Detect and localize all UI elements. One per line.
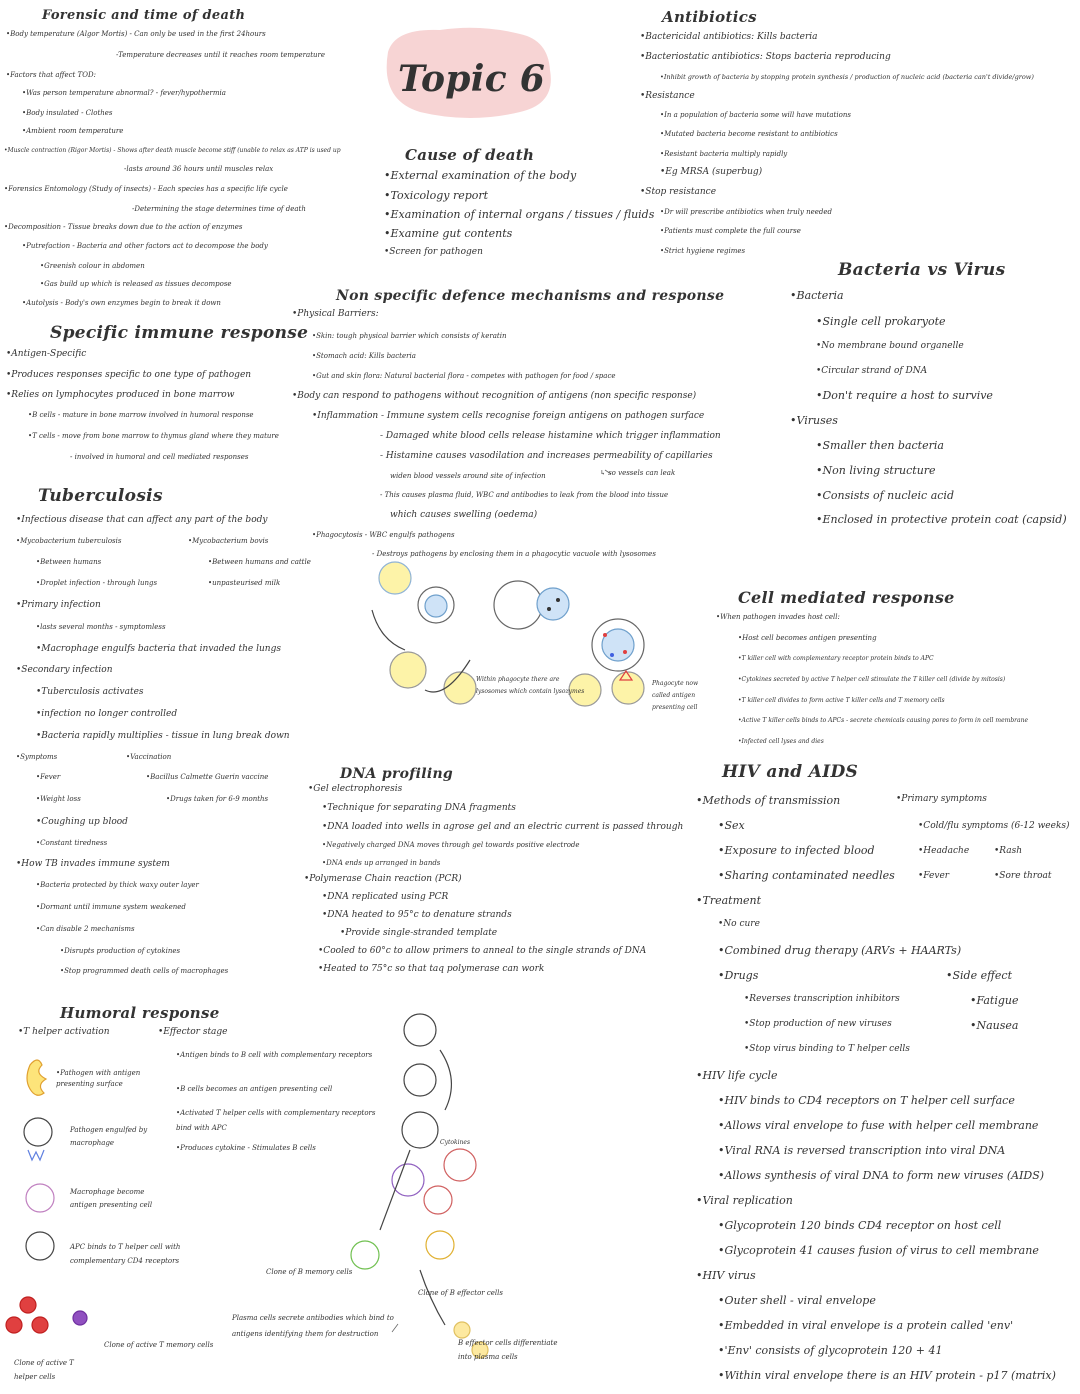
nonspecific-line: - Damaged white blood cells release histamine which trigger inflammation	[380, 431, 721, 441]
hiv-line: •Allows synthesis of viral DNA to form new viruses (AIDS)	[718, 1169, 1045, 1182]
specific-line: •Produces responses specific to one type of pathogen	[6, 370, 252, 380]
hiv-line: •Embedded in viral envelope is a protein called 'env'	[718, 1319, 1014, 1332]
hiv-line: •HIV life cycle	[696, 1069, 778, 1082]
bv-line: •Circular strand of DNA	[816, 366, 928, 376]
page-title: Topic 6	[398, 58, 546, 100]
nonspecific-line: - Destroys pathogens by enclosing them in a phagocytic vacuole with lysosomes	[372, 550, 656, 558]
hiv-line: •HIV binds to CD4 receptors on T helper cell surface	[718, 1094, 1015, 1107]
dna-line: •Negatively charged DNA moves through gel towards positive electrode	[322, 841, 580, 849]
humoral-line: Pathogen engulfed by macrophage	[70, 1126, 148, 1147]
hiv-line: •Primary symptoms	[896, 794, 987, 804]
hiv-line: •Sharing contaminated needles	[718, 869, 895, 882]
dna-line: •Polymerase Chain reaction (PCR)	[304, 874, 462, 884]
tb-line: •unpasteurised milk	[208, 579, 281, 587]
hiv-line: •Headache	[918, 846, 970, 856]
cellmed-line: •Active T killer cells binds to APCs - secrete chemicals causing pores to form in cell membrane	[738, 717, 1029, 724]
phagocyte-cell-6	[444, 672, 476, 704]
hiv-line: •Nausea	[970, 1019, 1019, 1032]
hiv-line: •Treatment	[696, 894, 762, 907]
digested-pathogen	[602, 629, 634, 661]
tb-line: •Weight loss	[36, 795, 81, 803]
cause-line: •Screen for pathogen	[384, 247, 483, 257]
bv-line: •Non living structure	[816, 464, 936, 477]
nonspecific-line: •Physical Barriers:	[292, 309, 379, 319]
nonspecific-line: Within phagocyte there are lysosomes which contain lysozymes	[476, 676, 585, 695]
antibiotics-heading: Antibiotics	[662, 8, 757, 26]
tb-line: •Bacteria protected by thick waxy outer layer	[36, 881, 199, 889]
nonspecific-line: ↳ so vessels can leak	[600, 469, 676, 477]
forensic-line: •Decomposition - Tissue breaks down due to the action of enzymes	[4, 223, 243, 231]
tb-line: •Bacteria rapidly multiplies - tissue in lung break down	[36, 731, 290, 741]
antibiotics-line: •Resistance	[640, 91, 695, 101]
forensic-line: •Forensics Entomology (Study of insects) - Each species has a specific life cycle	[4, 185, 288, 193]
hiv-line: •Outer shell - viral envelope	[718, 1294, 876, 1307]
specific-line: •Antigen-Specific	[6, 349, 87, 359]
hiv-line: •Sex	[718, 819, 745, 832]
hiv-line: •Rash	[994, 846, 1023, 856]
hiv-line: •Glycoprotein 41 causes fusion of virus to cell membrane	[718, 1244, 1039, 1257]
hiv-line: •Side effect	[946, 969, 1012, 982]
tb-line: •Symptoms	[16, 753, 58, 761]
bv-line: •Smaller then bacteria	[816, 439, 944, 452]
antibiotics-line: •Dr will prescribe antibiotics when truly needed	[660, 208, 832, 216]
tb-line: •Between humans and cattle	[208, 558, 311, 566]
humoral-line: Clone of B memory cells	[266, 1268, 353, 1276]
cause-line: •Examine gut contents	[384, 227, 513, 240]
tb-line: •Tuberculosis activates	[36, 687, 144, 697]
dna-line: •DNA loaded into wells in agrose gel and an electric current is passed through	[322, 822, 684, 832]
nonspecific-line: - This causes plasma fluid, WBC and antibodies to leak from the blood into tissue	[380, 491, 669, 499]
phagocyte-cell-3	[494, 581, 542, 629]
phagocyte-cell-5	[390, 652, 426, 688]
tb-line: •Primary infection	[16, 600, 101, 610]
b-cell-clone-2	[424, 1186, 452, 1214]
bv-line: •Enclosed in protective protein coat (capsid)	[816, 513, 1067, 526]
pathogen-icon	[27, 1060, 46, 1095]
forensic-line: •Autolysis - Body's own enzymes begin to break it down	[22, 299, 221, 307]
humoral-line: B effector cells differentiate into plasma cells	[458, 1339, 558, 1361]
cellmed-line: •Host cell becomes antigen presenting	[738, 634, 877, 642]
hiv-line: •Stop virus binding to T helper cells	[744, 1044, 910, 1054]
cause-line: •Examination of internal organs / tissues / fluids	[384, 208, 655, 221]
tb-line: •Coughing up blood	[36, 817, 128, 827]
bv-line: •No membrane bound organelle	[816, 341, 964, 351]
humoral-line: •Antigen binds to B cell with complementary receptors	[176, 1051, 373, 1059]
hiv-line: •Cold/flu symptoms (6-12 weeks)	[918, 821, 1070, 831]
forensic-line: •Ambient room temperature	[22, 127, 124, 135]
nonspecific-line: •Body can respond to pathogens without recognition of antigens (non specific response)	[292, 391, 697, 401]
forensic-line: •Muscle contraction (Rigor Mortis) - Shows after death muscle become stiff (unable to relax as ATP is used up	[4, 147, 341, 154]
humoral-line: Plasma cells secrete antibodies which bind to antigens identifying them for destruction	[232, 1314, 394, 1339]
b-cell-1	[404, 1014, 436, 1046]
cause-heading: Cause of death	[405, 146, 535, 164]
tb-line: •Droplet infection - through lungs	[36, 579, 158, 587]
cellmed-line: •T killer cell with complementary receptor protein binds to APC	[738, 655, 934, 662]
antibiotics-line: •Mutated bacteria become resistant to antibiotics	[660, 130, 838, 138]
b-cell-clone-1	[392, 1164, 424, 1196]
forensic-line: •Gas build up which is released as tissues decompose	[40, 280, 232, 288]
forensic-line: -lasts around 36 hours until muscles relax	[124, 165, 274, 173]
forensic-line: •Body insulated - Clothes	[22, 109, 113, 117]
bv-line: •Consists of nucleic acid	[816, 489, 954, 502]
specific-line: - involved in humoral and cell mediated responses	[70, 453, 249, 461]
nonspecific-line: •Skin: tough physical barrier which consists of keratin	[312, 332, 507, 340]
humoral-line: Cytokines	[440, 1139, 471, 1146]
humoral-line: Clone of B effector cells	[418, 1289, 503, 1297]
antibiotics-line: •Eg MRSA (superbug)	[660, 167, 763, 177]
humoral-line: •Pathogen with antigen presenting surface	[56, 1069, 141, 1088]
antibiotics-line: •Bacteriostatic antibiotics: Stops bacteria reproducing	[640, 52, 891, 62]
apc-cell	[612, 672, 644, 704]
forensic-heading: Forensic and time of death	[42, 8, 246, 23]
hiv-line: •Fatigue	[970, 994, 1019, 1007]
hiv-line: •'Env' consists of glycoprotein 120 + 41	[718, 1344, 943, 1357]
hiv-line: •Stop production of new viruses	[744, 1019, 892, 1029]
tb-heading: Tuberculosis	[38, 486, 163, 506]
nonspecific-line: •Phagocytosis - WBC engulfs pathogens	[312, 531, 455, 539]
cause-line: •External examination of the body	[384, 169, 577, 182]
tb-line: •Disrupts production of cytokines	[60, 947, 181, 955]
hiv-line: •Viral replication	[696, 1194, 793, 1207]
hiv-line: •Reverses transcription inhibitors	[744, 994, 900, 1004]
hiv-line: •Combined drug therapy (ARVs + HAARTs)	[718, 944, 962, 957]
phagocyte-cell-1	[379, 562, 411, 594]
dna-line: •DNA replicated using PCR	[322, 892, 449, 902]
dna-line: •Gel electrophoresis	[308, 784, 403, 794]
humoral-line: •Effector stage	[158, 1027, 228, 1037]
specific-heading: Specific immune response	[50, 323, 309, 343]
macrophage-icon	[24, 1118, 52, 1146]
forensic-line: -Determining the stage determines time of death	[132, 205, 306, 213]
nonspecific-line: •Inflammation - Immune system cells recognise foreign antigens on pathogen surface	[312, 411, 705, 421]
humoral-line: •Produces cytokine - Stimulates B cells	[176, 1144, 316, 1152]
humoral-line: Clone of active T memory cells	[104, 1341, 214, 1349]
hiv-line: •Fever	[918, 871, 950, 881]
tb-line: •Bacillus Calmette Guerin vaccine	[146, 773, 269, 781]
t-helper-clone-icon	[6, 1317, 22, 1333]
humoral-line: •T helper activation	[18, 1027, 110, 1037]
bv-line: •Don't require a host to survive	[816, 389, 993, 402]
antibiotics-line: •Bactericidal antibiotics: Kills bacteria	[640, 32, 818, 42]
t-memory-clone-icon	[73, 1311, 87, 1325]
hiv-line: •HIV virus	[696, 1269, 756, 1282]
tb-line: •How TB invades immune system	[16, 859, 170, 869]
b-cell-3	[402, 1112, 438, 1148]
tb-line: •Drugs taken for 6-9 months	[166, 795, 269, 803]
antibiotics-line: •In a population of bacteria some will have mutations	[660, 111, 851, 119]
cause-line: •Toxicology report	[384, 189, 489, 202]
specific-line: •B cells - mature in bone marrow involved in humoral response	[28, 411, 254, 419]
tb-line: •Stop programmed death cells of macrophages	[60, 967, 229, 975]
hiv-line: •Allows viral envelope to fuse with helper cell membrane	[718, 1119, 1039, 1132]
nonspecific-line: •Stomach acid: Kills bacteria	[312, 352, 416, 360]
humoral-line: •B cells becomes an antigen presenting cell	[176, 1085, 333, 1093]
dna-line: •DNA ends up arranged in bands	[322, 859, 441, 867]
tb-line: •Dormant until immune system weakened	[36, 903, 186, 911]
tb-line: •Mycobacterium bovis	[188, 537, 269, 545]
cellmed-heading: Cell mediated response	[738, 588, 955, 607]
forensic-line: •Putrefaction - Bacteria and other factors act to decompose the body	[22, 242, 268, 250]
specific-line: •T cells - move from bone marrow to thymus gland where they mature	[28, 432, 279, 440]
specific-line: •Relies on lymphocytes produced in bone marrow	[6, 390, 235, 400]
humoral-line: •Activated T helper cells with complementary receptors bind with APC	[176, 1109, 376, 1132]
cellmed-line: •T killer cell divides to form active T killer cells and T memory cells	[738, 697, 945, 704]
tb-line: •infection no longer controlled	[36, 709, 178, 719]
forensic-line: •Body temperature (Algor Mortis) - Can only be used in the first 24hours	[6, 30, 266, 38]
hiv-line: •Sore throat	[994, 871, 1052, 881]
nonspecific-line: which causes swelling (oedema)	[390, 510, 538, 520]
hiv-line: •Exposure to infected blood	[718, 844, 875, 857]
humoral-line: APC binds to T helper cell with complementary CD4 receptors	[70, 1243, 181, 1265]
tb-line: •Fever	[36, 773, 61, 781]
hiv-heading: HIV and AIDS	[722, 762, 859, 782]
humoral-line: Clone of active T helper cells	[14, 1359, 74, 1381]
forensic-line: •Was person temperature abnormal? - fever/hypothermia	[22, 89, 226, 97]
cellmed-line: •Infected cell lyses and dies	[738, 738, 824, 745]
tb-line: •Macrophage engulfs bacteria that invaded the lungs	[36, 644, 281, 654]
tb-line: •Infectious disease that can affect any part of the body	[16, 515, 268, 525]
nonspecific-line: - Histamine causes vasodilation and increases permeability of capillaries	[380, 451, 713, 461]
antibiotics-line: •Resistant bacteria multiply rapidly	[660, 150, 788, 158]
humoral-heading: Humoral response	[60, 1004, 220, 1022]
bv-line: •Viruses	[790, 414, 838, 427]
lysosome-vacuole	[537, 588, 569, 620]
apc-icon	[26, 1184, 54, 1212]
cellmed-line: •Cytokines secreted by active T helper cell stimulate the T killer cell (divide by mitosis)	[738, 676, 1006, 683]
dna-line: •Provide single-stranded template	[340, 928, 498, 938]
antibiotics-line: •Inhibit growth of bacteria by stopping protein synthesis / production of nucleic acid (bacteria can't divide/grow)	[660, 73, 1034, 81]
bv-line: •Bacteria	[790, 289, 844, 302]
hiv-line: •Viral RNA is reversed transcription into viral DNA	[718, 1144, 1006, 1157]
hiv-line: •Drugs	[718, 969, 759, 982]
tb-line: •Constant tiredness	[36, 839, 108, 847]
dna-line: •Technique for separating DNA fragments	[322, 803, 516, 813]
nonspecific-line: widen blood vessels around site of infection	[390, 472, 546, 480]
tb-line: •Can disable 2 mechanisms	[36, 925, 135, 933]
b-cell-activated	[444, 1149, 476, 1181]
forensic-line: •Factors that affect TOD:	[6, 71, 96, 79]
hiv-line: •Glycoprotein 120 binds CD4 receptor on host cell	[718, 1219, 1002, 1232]
b-effector-1	[426, 1231, 454, 1259]
dna-line: •DNA heated to 95°c to denature strands	[322, 910, 512, 920]
nonspecific-line: •Gut and skin flora: Natural bacterial flora - competes with pathogen for food / space	[312, 372, 616, 380]
hiv-line: •Methods of transmission	[696, 794, 841, 807]
tb-line: •Secondary infection	[16, 665, 113, 675]
pathogen-vacuole	[425, 595, 447, 617]
tb-line: •Between humans	[36, 558, 102, 566]
hiv-line: •No cure	[718, 919, 760, 929]
bv-heading: Bacteria vs Virus	[838, 260, 1006, 280]
hiv-line: •Within viral envelope there is an HIV protein - p17 (matrix)	[718, 1369, 1056, 1382]
nonspecific-line: Phagocyte now called antigen presenting cell	[652, 680, 699, 711]
dna-heading: DNA profiling	[340, 766, 454, 782]
nonspecific-heading: Non specific defence mechanisms and response	[336, 288, 725, 304]
tb-line: •Mycobacterium tuberculosis	[16, 537, 122, 545]
antibiotics-line: •Strict hygiene regimes	[660, 247, 746, 255]
humoral-line: Macrophage become antigen presenting cell	[70, 1188, 153, 1209]
tb-line: •Vaccination	[126, 753, 172, 761]
tb-line: •lasts several months - symptomless	[36, 623, 166, 631]
cellmed-line: •When pathogen invades host cell:	[716, 613, 840, 621]
b-cell-2	[404, 1064, 436, 1096]
dna-line: •Heated to 75°c so that taq polymerase can work	[318, 964, 545, 974]
bv-line: •Single cell prokaryote	[816, 315, 946, 328]
b-memory-1	[351, 1241, 379, 1269]
antibiotics-line: •Stop resistance	[640, 187, 717, 197]
humoral-b-cell-diagram	[351, 1014, 488, 1358]
dna-line: •Cooled to 60°c to allow primers to anneal to the single strands of DNA	[318, 946, 647, 956]
forensic-line: -Temperature decreases until it reaches room temperature	[116, 51, 326, 59]
forensic-line: •Greenish colour in abdomen	[40, 262, 145, 270]
t-helper-apc-icon	[26, 1232, 54, 1260]
antibiotics-line: •Patients must complete the full course	[660, 227, 801, 235]
